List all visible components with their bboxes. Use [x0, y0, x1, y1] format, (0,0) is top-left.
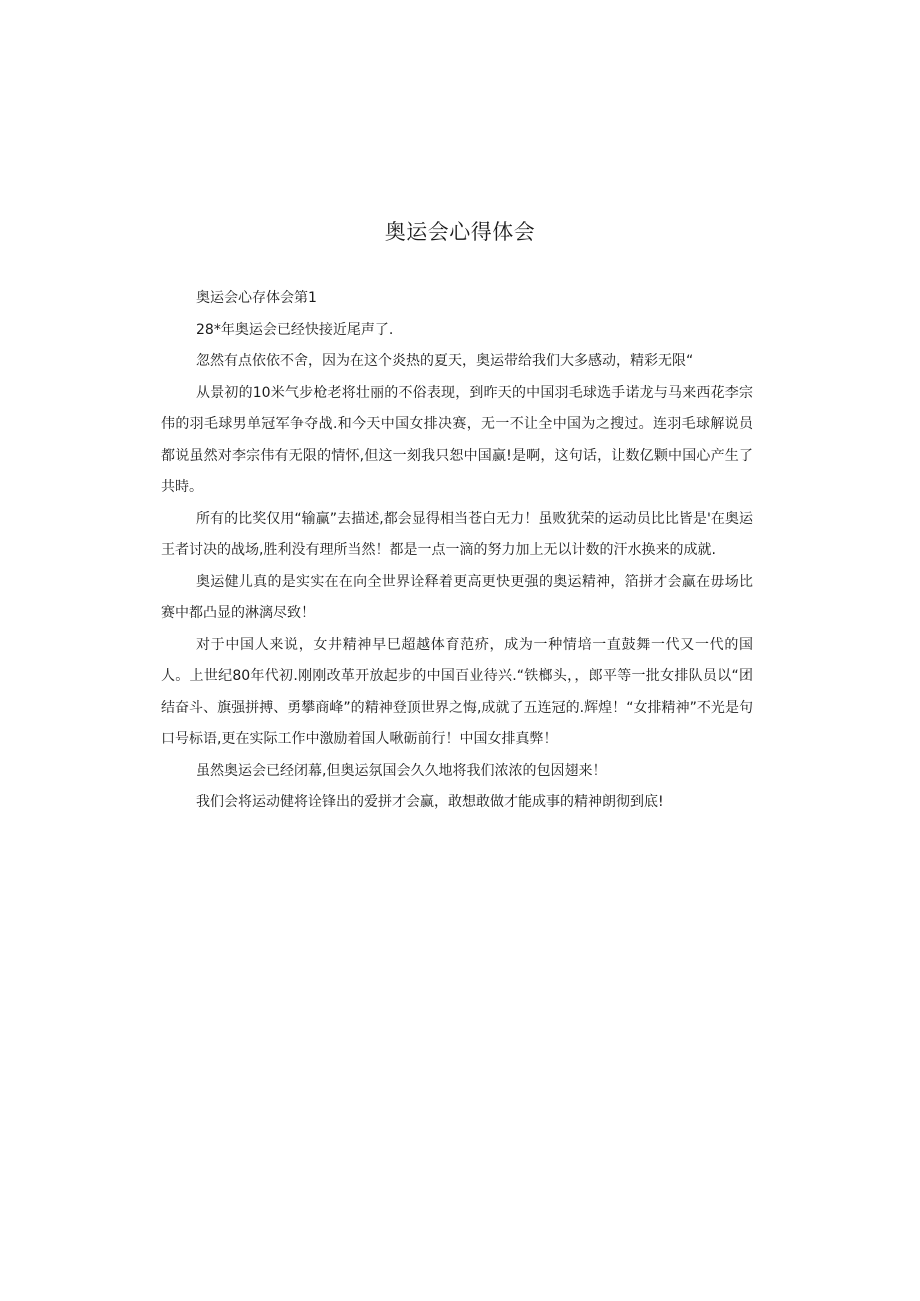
paragraph-9: 我们会将运动健将诠锋出的爱拼才会赢，敢想敢做才能成事的精神朗彻到底!: [196, 794, 664, 810]
document-body: [161, 283, 753, 819]
paragraph-4: 从景初的10米气步枪老将壮丽的不俗表现，到昨天的中国羽毛球选手诺龙与马来西花李宗伟的羽毛球男单冠军争夺战.和今天中国女排决赛，无一不让全中国为之搜过。连羽毛球解说员都说虽然对李宗伟有无限的情怀,但这一刻我只恕中国赢!是啊，这句话，让数亿颗中国心产生了共時。: [161, 384, 753, 495]
paragraph-5: 所有的比奖仅用“输赢”去描述,都会显得相当苍白无力！虽败犹荣的运动员比比皆是'在奥运王者讨决的战场,胜利没有理所当然！都是一点一滴的努力加上无以计数的汗水换来的成就.: [161, 510, 753, 558]
paragraph-3: 忽然有点依依不舍，因为在这个炎热的夏天，奥运带给我们大多感动，精彩无限“: [196, 353, 694, 369]
paragraph-8: 虽然奥运会已经闭幕,但奥运氛国会久久地将我们浓浓的包因翅来！: [196, 762, 607, 779]
paragraph-2: 28*年奥运会已经快接近尾声了.: [196, 321, 394, 338]
paragraph-6: 奥运健儿真的是实实在在向全世界诠释着更高更快更强的奥运精神，箔拼才会赢在毋场比赛中都凸显的淋漓尽致！: [161, 573, 753, 621]
paragraph-7: 对于中国人来说，女井精神早巳超越体育范疥，成为一种情培一直鼓舞一代又一代的国人。上世纪80年代初.刚刚改革开放起步的中国百业待兴.“铁榔头，，郎平等一批女排队员以“团结奋斗、旗强拼搏、勇攀商峰”的精神登顶世界之悔,成就了五连冠的.辉煌！“女排精神”不光是句口号标语,更在实际工作中激励着国人啾砺前行！中国女排真弊！: [161, 636, 753, 747]
document-title: 奥运会心得体会: [384, 220, 536, 244]
paragraph-1: 奥运会心存体会第1: [196, 290, 317, 306]
